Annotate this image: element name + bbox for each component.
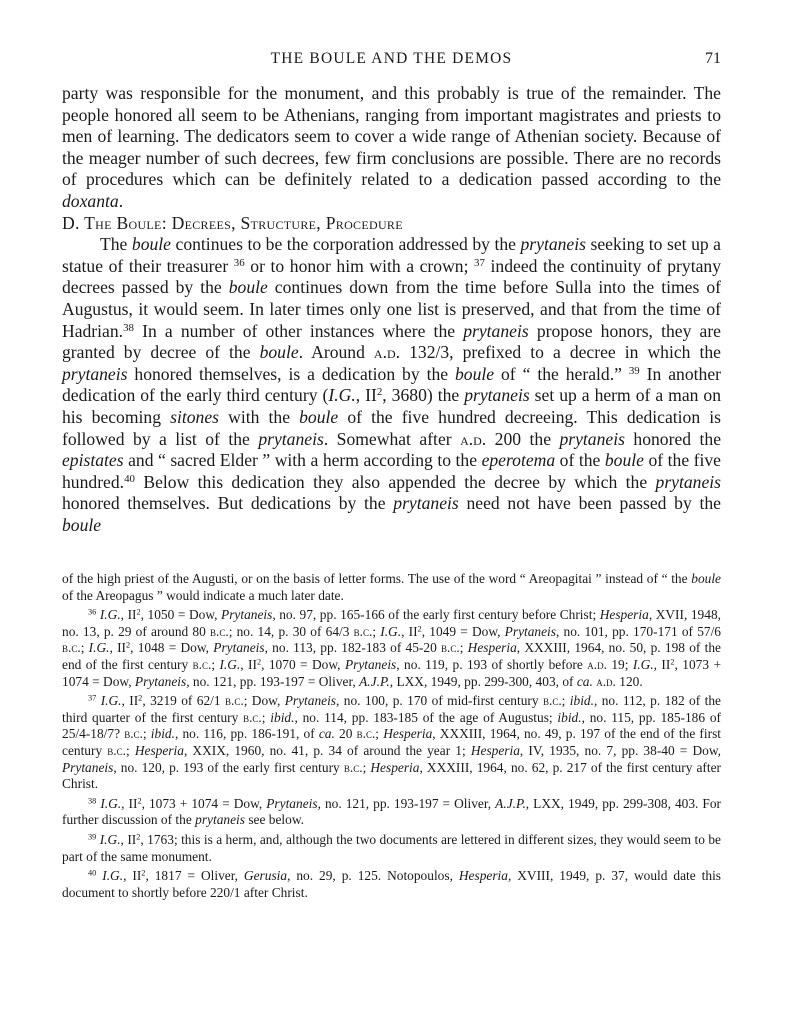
footnote-37: $^{37}$ I.G., $II^2$, 3219 of 62/1 b.c.; Dow, Prytaneis, no. 100, p. 170 of mid-first century b.c.; ibid., no. 112, p. 182 of the third quarter of the first century b.c.; ibid., no. 114, pp. 183-185 of the age of Augustus; ibid., no. 115, pp. 185-186 of 25/4-18/7? b.c.; ibid., no. 116, pp. 186-191, of ca. 20 b.c.; Hesperia, XXXIII, 1964, no. 49, p. 197 of the end of the first century b.c.; Hesperia, XXIX, 1960, no. 41, p. 34 of around the year 1; Hesperia, IV, 1935, no. 7, pp. 38-40 = Dow, Prytaneis, no. 120, p. 193 of the early first century b.c.; Hesperia, XXXIII, 1964, no. 62, p. 217 of the first century after Christ. (62, 693, 722, 792)
running-head-title: THE BOULE AND THE DEMOS (270, 50, 513, 67)
footnote-36: $^{36}$ I.G., $II^2$, 1050 = Dow, Prytaneis, no. 97, pp. 165-166 of the early first century before Christ; Hesperia, XVII, 1948, no. 13, p. 29 of around 80 b.c.; no. 14, p. 30 of 64/3 b.c.; I.G., $II^2$, 1049 = Dow, Prytaneis, no. 101, pp. 170-171 of 57/6 b.c.; I.G., $II^2$, 1048 = Dow, Prytaneis, no. 113, pp. 182-183 of 45-20 b.c.; Hesperia, XXXIII, 1964, no. 50, p. 198 of the end of the first century b.c.; I.G., $II^2$, 1070 = Dow, Prytaneis, no. 119, p. 193 of shortly before a.d. 19; I.G., $II^2$, 1073 + 1074 = Dow, Prytaneis, no. 121, pp. 193-197 = Oliver, A.J.P., LXX, 1949, pp. 299-300, 403, of ca. a.d. 120. (62, 607, 721, 689)
section-heading: D. The Boule: Decrees, Structure, Procedure (62, 212, 403, 233)
footnote-39: $^{39}$ I.G., $II^2$, 1763; this is a herm, and, although the two documents are lettered in different sizes, they would seem to be part of the same monument. (62, 831, 721, 864)
footnotes (62, 571, 721, 901)
body-text (62, 83, 721, 536)
footnote-carryover: of the high priest of the Augusti, or on the basis of letter forms. The use of the word “ Areopagitai ” instead of “ the boule of the Areopagus ” would indicate a much later date. (62, 571, 721, 603)
footnote-38: $^{38}$ I.G., $II^2$, 1073 + 1074 = Dow, Prytaneis, no. 121, pp. 193-197 = Oliver, A.J.P., LXX, 1949, pp. 299-308, 403. For further discussion of the prytaneis see below. (62, 795, 721, 828)
paragraph-continuation: party was responsible for the monument, and this probably is true of the remainder. The people honored all seem to be Athenians, ranging from important magistrates and priests to men of learning. The dedicators seem to cover a wide range of Athenian society. Because of the meager number of such decrees, few firm conclusions are possible. There are no records of procedures which can be definitely related to a dedication passed according to the doxanta. (62, 83, 721, 211)
paragraph-boule: The boule continues to be the corporation addressed by the prytaneis seeking to set up a statue of their treasurer $^{36}$ or to honor him with a crown; $^{37}$ indeed the continuity of prytany decrees passed by the boule continues down from the time before Sulla into the times of Augustus, it would seem. In later times only one list is preserved, and that from the time of Hadrian.$^{38}$ In a number of other instances where the prytaneis propose honors, they are granted by decree of the boule. Around a.d. 132/3, prefixed to a decree in which the prytaneis honored themselves, is a dedication by the boule of “ the herald.” $^{39}$ In another dedication of the early third century (I.G., $II^2$, 3680) the prytaneis set up a herm of a man on his becoming sitones with the boule of the five hundred decreeing. This dedication is followed by a list of the prytaneis. Somewhat after a.d. 200 the prytaneis honored the epistates and “ sacred Elder ” with a herm according to the eperotema of the boule of the five hundred.$^{40}$ Below this dedication they also appended the decree by which the prytaneis honored themselves. But dedications by the prytaneis need not have been passed by the boule (62, 234, 722, 535)
running-head (62, 50, 721, 72)
page-number: 71 (705, 50, 721, 67)
footnote-40: $^{40}$ I.G., $II^2$, 1817 = Oliver, Gerusia, no. 29, p. 125. Notopoulos, Hesperia, XVIII, 1949, p. 37, would date this document to shortly before 220/1 after Christ. (62, 868, 722, 900)
